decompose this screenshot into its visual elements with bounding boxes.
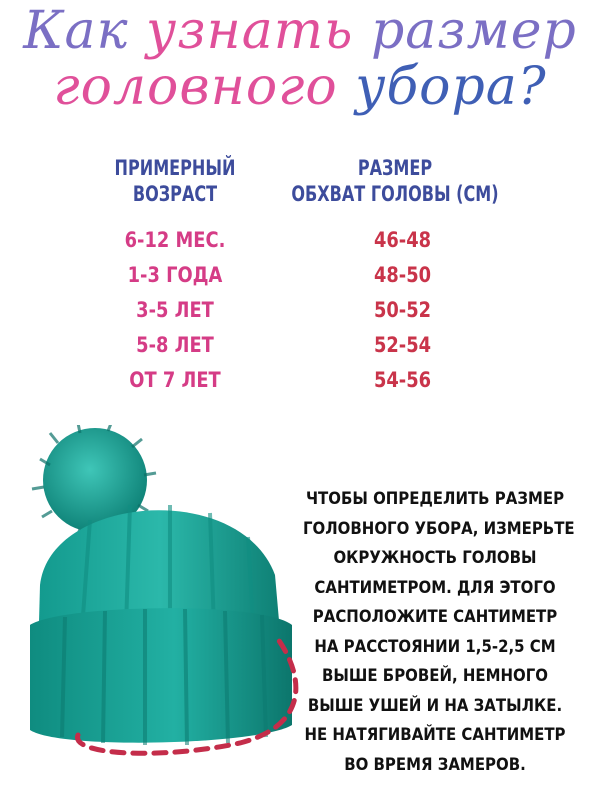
size-cell: 54-56 <box>373 368 432 392</box>
instruction-line: НА РАССТОЯНИИ 1,5-2,5 СМ <box>314 636 556 657</box>
instruction-line: ЧТОБЫ ОПРЕДЕЛИТЬ РАЗМЕР <box>305 489 565 509</box>
title-line-2 <box>0 56 600 118</box>
title-word: убора? <box>355 57 547 117</box>
age-cell: 6-12 МЕС. <box>124 228 226 252</box>
age-cell: 1-3 ГОДА <box>127 263 223 287</box>
header-age-line: ВОЗРАСТ <box>132 182 218 206</box>
hat-cuff <box>30 608 292 743</box>
size-cell: 46-48 <box>373 228 432 252</box>
instruction-line: САНТИМЕТРОМ. ДЛЯ ЭТОГО <box>314 577 556 598</box>
size-cell: 50-52 <box>373 298 432 322</box>
title-word: узнать <box>146 1 371 61</box>
title-word: головного <box>53 57 356 117</box>
instruction-line: ОКРУЖНОСТЬ ГОЛОВЫ <box>333 548 537 568</box>
instruction-line: ВО ВРЕМЯ ЗАМЕРОВ. <box>344 754 526 775</box>
age-cell: 3-5 ЛЕТ <box>136 298 214 322</box>
instruction-line: ГОЛОВНОГО УБОРА, ИЗМЕРЬТЕ <box>303 518 575 539</box>
title-word: Как <box>23 1 147 61</box>
instruction-line: ВЫШЕ УШЕЙ И НА ЗАТЫЛКЕ. <box>307 695 563 716</box>
instruction-line: РАСПОЛОЖИТЕ САНТИМЕТР <box>312 607 558 627</box>
instruction-line: НЕ НАТЯГИВАЙТЕ САНТИМЕТР <box>304 725 566 745</box>
beanie-illustration <box>20 425 310 805</box>
title-word: размер <box>370 1 577 61</box>
age-cell: ОТ 7 ЛЕТ <box>129 368 221 392</box>
header-age <box>103 155 248 207</box>
instructions-text <box>303 485 575 780</box>
age-cell: 5-8 ЛЕТ <box>136 333 214 357</box>
size-cell: 48-50 <box>373 263 432 287</box>
size-cell: 52-54 <box>373 333 432 357</box>
header-size-line: РАЗМЕР <box>357 156 433 180</box>
header-size <box>276 155 514 207</box>
header-size-line: ОБХВАТ ГОЛОВЫ (СМ) <box>291 182 499 206</box>
title-line-1 <box>0 0 600 62</box>
header-age-line: ПРИМЕРНЫЙ <box>114 156 236 180</box>
instruction-line: ВЫШЕ БРОВЕЙ, НЕМНОГО <box>321 666 549 686</box>
